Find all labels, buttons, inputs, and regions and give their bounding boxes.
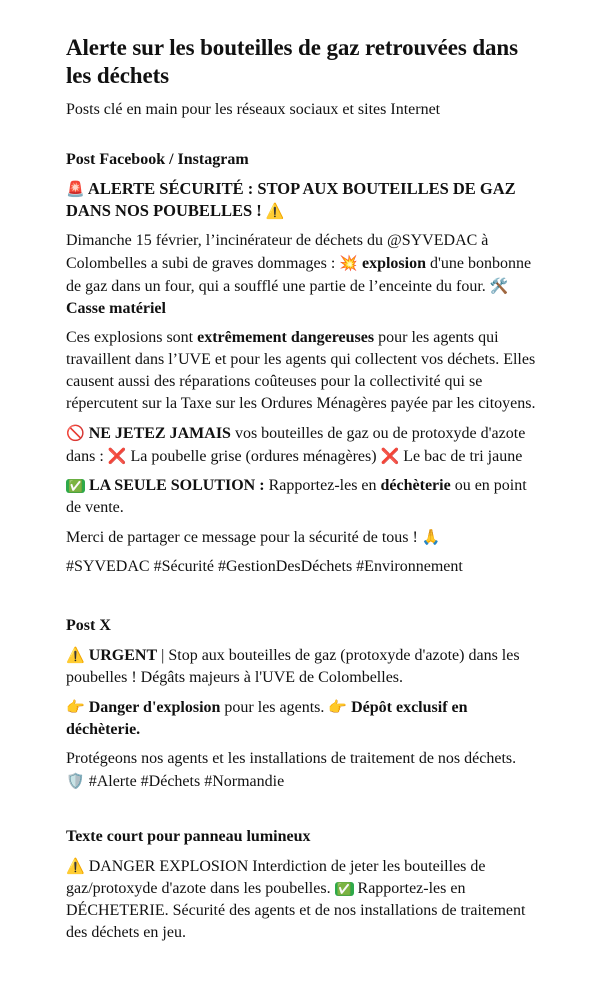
x-p3-tags: #Alerte #Déchets #Normandie — [88, 773, 285, 790]
p3-bold: NE JETEZ JAMAIS — [88, 425, 231, 442]
p1-bold-2: Casse matériel — [66, 300, 166, 317]
facebook-paragraph-4 — [66, 475, 538, 519]
warning-icon: ⚠️ — [66, 646, 85, 664]
x-section — [66, 616, 538, 793]
p2-text-a: Ces explosions sont — [66, 329, 194, 346]
cross-icon: ❌ — [107, 447, 127, 465]
x-p2-text: pour les agents. — [224, 699, 325, 716]
check-icon: ✅ — [336, 882, 352, 896]
panel-paragraph — [66, 855, 538, 944]
x-p1-text: | Stop aux bouteilles de gaz (protoxyde d'azote) dans les poubelles ! Dégâts majeurs à l'UVE de Colombelles. — [66, 647, 520, 686]
check-icon: ✅ — [68, 479, 83, 493]
p1-bold: explosion — [361, 255, 426, 272]
x-p2-bold-2: Dépôt exclusif en déchèterie. — [66, 699, 468, 738]
shield-icon: 🛡️ — [66, 772, 85, 790]
p5-text: Merci de partager ce message pour la sécurité de tous ! — [66, 529, 418, 546]
facebook-paragraph-2 — [66, 327, 538, 415]
p2-text-b: pour les agents qui travaillent dans l’UVE et pour les agents qui collectent vos déchets. Elles causent aussi des réparations coûteuses pour la collectivité qui se répercutent sur la Taxe sur les Ordures Ménagères payée par les citoyens. — [66, 329, 536, 412]
panel-text-a: DANGER EXPLOSION Interdiction de jeter les bouteilles de gaz/protoxyde d'azote dans les poubelles. — [66, 858, 486, 897]
page-title: Alerte sur les bouteilles de gaz retrouvées dans les déchets — [66, 35, 518, 88]
p3-text-c: Le bac de tri jaune — [403, 448, 523, 465]
p4-bold-2: déchèterie — [380, 477, 451, 494]
x-paragraph-3 — [66, 748, 538, 793]
panel-text-b: Rapportez-les en DÉCHETERIE. Sécurité des agents et de nos installations de traitement des déchets en jeu. — [66, 880, 526, 941]
x-p1-bold: URGENT — [88, 647, 158, 664]
page-subtitle: Posts clé en main pour les réseaux sociaux et sites Internet — [66, 101, 441, 118]
p3-text-b: La poubelle grise (ordures ménagères) — [130, 448, 377, 465]
tools-icon: 🛠️ — [489, 277, 509, 295]
p1-text-a: Dimanche 15 février, l’incinérateur de déchets du @SYVEDAC à Colombelles a subi de graves dommages : — [66, 232, 489, 272]
pointing-hand-icon: 👉 — [328, 698, 348, 716]
alert-title — [66, 178, 538, 222]
x-paragraph-2 — [66, 696, 538, 741]
facebook-heading: Post Facebook / Instagram — [66, 151, 249, 168]
panel-heading: Texte court pour panneau lumineux — [66, 828, 311, 845]
praying-hands-icon: 🙏 — [421, 528, 441, 546]
p4-text-b: ou en point de vente. — [66, 477, 527, 516]
p4-text-a: Rapportez-les en — [268, 477, 377, 494]
pointing-hand-icon: 👉 — [66, 698, 85, 716]
p1-text-b: d'une bonbonne de gaz dans un four, qui a soufflé une partie de l’enceinte du four. — [66, 255, 532, 295]
facebook-hashtags: #SYVEDAC #Sécurité #GestionDesDéchets #Environnement — [66, 558, 463, 575]
explosion-icon: 💥 — [339, 254, 358, 272]
x-p2-bold: Danger d'explosion — [88, 699, 221, 716]
warning-icon: ⚠️ — [66, 857, 85, 875]
p2-bold: extrêmement dangereuses — [197, 329, 375, 346]
x-p3-text: Protégeons nos agents et les installations de traitement de nos déchets. — [66, 750, 517, 767]
facebook-section — [66, 150, 538, 578]
panel-section — [66, 827, 538, 944]
facebook-paragraph-1 — [66, 230, 538, 320]
alert-title-text: ALERTE SÉCURITÉ : STOP AUX BOUTEILLES DE GAZ DANS NOS POUBELLES ! — [66, 179, 516, 220]
x-paragraph-1 — [66, 644, 538, 689]
siren-icon: 🚨 — [66, 180, 85, 198]
facebook-paragraph-5 — [66, 526, 538, 549]
facebook-paragraph-3 — [66, 422, 538, 468]
p3-text-a: vos bouteilles de gaz ou de protoxyde d'azote dans : — [66, 425, 526, 465]
cross-icon: ❌ — [380, 447, 400, 465]
p4-bold: LA SEULE SOLUTION : — [88, 477, 265, 494]
warning-icon: ⚠️ — [265, 202, 285, 220]
x-heading: Post X — [66, 617, 111, 634]
prohibited-icon: 🚫 — [66, 424, 85, 442]
